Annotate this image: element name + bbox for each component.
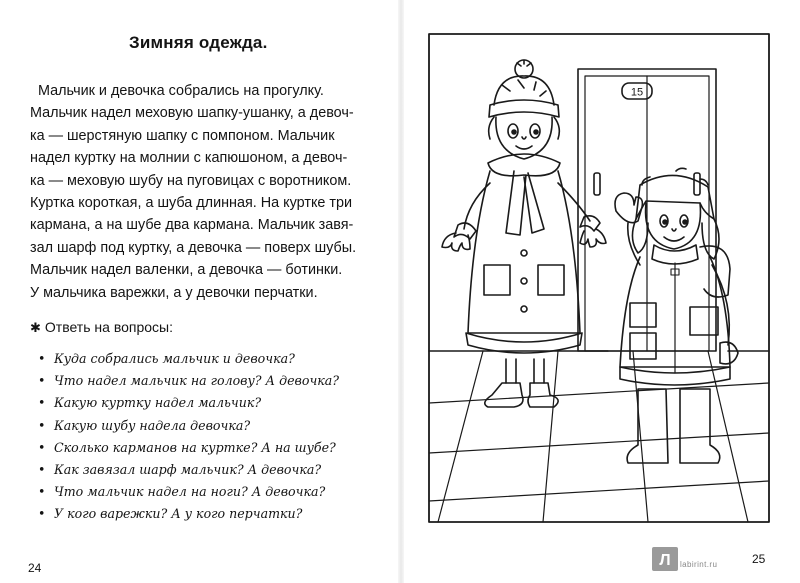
question-text: Какую куртку надел мальчик? [54,395,262,411]
question-item [38,415,339,437]
door [578,69,716,351]
question-item [38,370,339,392]
logo-text: labirint.ru [680,560,718,569]
question-text: Что надел мальчик на голову? А девочка? [54,373,340,389]
story-line: Мальчик и девочка собрались на прогулку. [38,83,324,99]
bullet-icon: • [38,351,46,366]
bullet-icon: • [38,417,46,433]
question-item [38,459,339,481]
story-line: надел куртку на молнии с капюшоном, а девоч- [30,150,348,167]
task-label: Ответь на вопросы: [44,319,173,335]
bullet-icon: • [38,395,46,411]
girl-figure [442,60,606,407]
story-line: Куртка короткая, а шуба длинная. На куртке три [30,195,353,212]
page-number-right: 25 [752,552,766,566]
story-line: У мальчика варежки, а у девочки перчатки. [30,284,318,301]
question-item [38,437,339,459]
logo-letter: Л [659,552,671,569]
question-text: Как завязал шарф мальчик? А девочка? [54,462,322,478]
question-text: Что мальчик надел на ноги? А девочка? [54,484,326,500]
story-line: ка — меховую шубу на пуговицах с воротником. [30,172,352,189]
labirint-logo-icon [652,547,678,571]
star-icon: ✱ [30,320,41,335]
story-line: Мальчик надел валенки, а девочка — ботинки. [30,262,343,279]
question-item [38,348,339,370]
story-text [30,80,370,304]
story-line: Мальчик надел меховую шапку-ушанку, а девоч- [30,105,354,122]
page-number-left: 24 [28,561,42,575]
boy-figure [615,168,738,463]
story-line: зал шарф под куртку, а девочка — поверх шубы. [30,239,357,256]
bullet-icon: • [38,373,46,389]
question-text: Куда собрались мальчик и девочка? [54,351,295,366]
page-title: Зимняя одежда. [129,33,268,52]
question-item [38,503,339,525]
question-text: У кого варежки? А у кого перчатки? [54,506,303,522]
bullet-icon: • [38,462,46,478]
task-heading [30,319,173,336]
bullet-icon: • [38,439,46,455]
question-item [38,392,339,414]
question-item [38,481,339,503]
question-text: Сколько карманов на куртке? А на шубе? [54,439,336,455]
floor-tiles [429,351,769,522]
door-number: 15 [630,86,644,99]
question-list [38,348,339,526]
bullet-icon: • [38,506,46,522]
coloring-illustration [428,33,770,523]
question-text: Какую шубу надела девочка? [54,417,251,433]
page-gutter [398,0,404,583]
story-line: ка — шерстяную шапку с помпоном. Мальчик [30,127,335,144]
story-line: кармана, а на шубе два кармана. Мальчик завя- [30,217,354,234]
bullet-icon: • [38,484,46,500]
